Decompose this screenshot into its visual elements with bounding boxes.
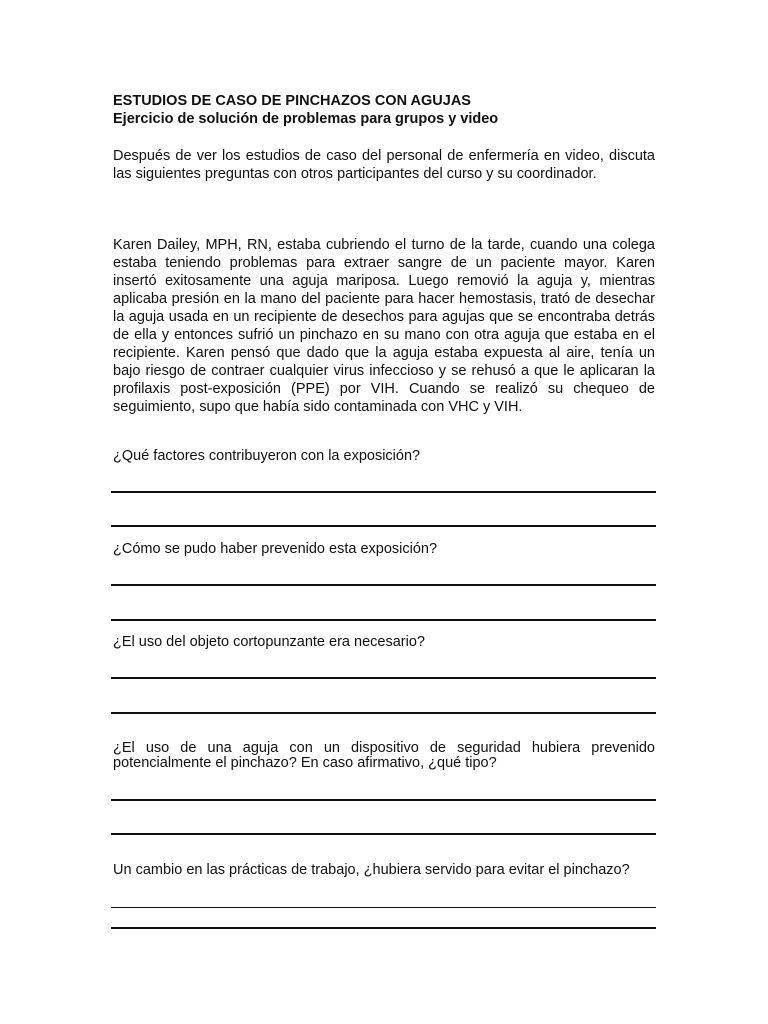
answer-line bbox=[111, 799, 656, 801]
question-2: ¿Cómo se pudo haber prevenido esta exposición? bbox=[113, 541, 438, 557]
question-3: ¿El uso del objeto cortopunzante era necesario? bbox=[113, 634, 425, 650]
intro-paragraph: Después de ver los estudios de caso del personal de enfermería en video, discuta las siguientes preguntas con otros participantes del curso y su coordinador. bbox=[113, 148, 655, 182]
case-study-paragraph: Karen Dailey, MPH, RN, estaba cubriendo el turno de la tarde, cuando una colega estaba teniendo problemas para extraer sangre de un paciente mayor. Karen insertó exitosamente una aguja mariposa. Luego removió la aguja y, mientras aplicaba presión en la mano del paciente para hacer hemostasis, trató de desechar la aguja usada en un recipiente de desechos para agujas que se encontraba detrás de ella y entonces sufrió un pinchazo en su mano con otra aguja que estaba en el recipiente. Karen pensó que dado que la aguja estaba expuesta al aire, tenía un bajo riesgo de contraer cualquier virus infeccioso y se rehusó a que le aplicaran la profilaxis post-exposición (PPE) por VIH. Cuando se realizó su chequeo de seguimiento, supo que había sido contaminada con VHC y VIH. bbox=[113, 237, 655, 415]
answer-line bbox=[111, 584, 656, 586]
document-subtitle: Ejercicio de solución de problemas para grupos y video bbox=[113, 111, 499, 127]
question-5: Un cambio en las prácticas de trabajo, ¿hubiera servido para evitar el pinchazo? bbox=[113, 862, 630, 878]
answer-line bbox=[111, 491, 656, 493]
question-4: ¿El uso de una aguja con un dispositivo de seguridad hubiera prevenido potencialmente el pinchazo? En caso afirmativo, ¿qué tipo? bbox=[113, 740, 655, 771]
document-title: ESTUDIOS DE CASO DE PINCHAZOS CON AGUJAS bbox=[113, 93, 471, 109]
question-1: ¿Qué factores contribuyeron con la exposición? bbox=[113, 448, 421, 464]
answer-line bbox=[111, 525, 656, 527]
answer-line bbox=[111, 677, 656, 679]
answer-line bbox=[111, 619, 656, 621]
answer-line bbox=[111, 833, 656, 835]
answer-line bbox=[111, 907, 656, 908]
answer-line bbox=[111, 712, 656, 714]
answer-line bbox=[111, 927, 656, 929]
